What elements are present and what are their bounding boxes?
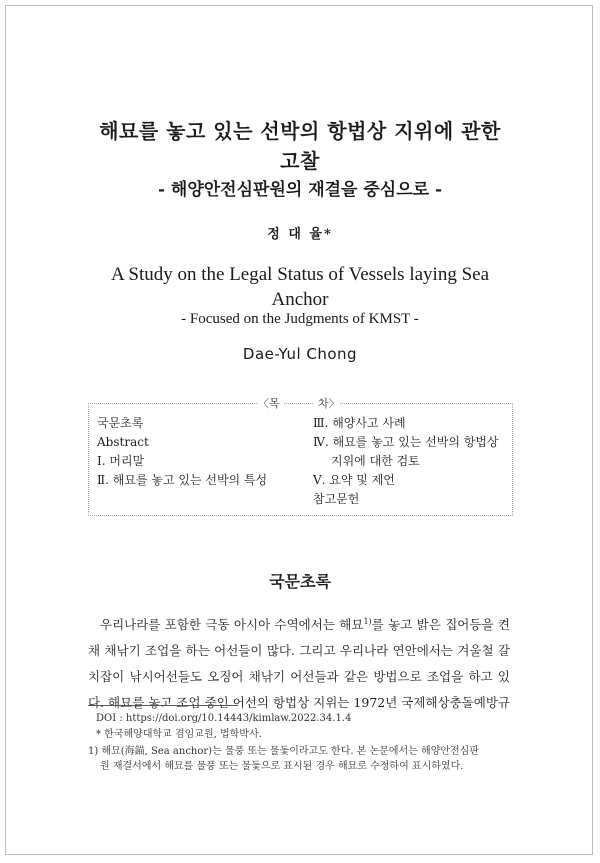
abstract-line: 치잡이 낚시어선들도 오징어 채낚기 어선들과 같은 방법으로 조업을 하고 있: [88, 669, 510, 684]
abstract-line: 우리나라를 포함한 극동 아시아 수역에서는 해묘$^{1)}$를 놓고 밝은 집어등을 켠: [100, 616, 510, 632]
affiliation-footnote: * 한국해양대학교 겸임교원, 법학박사.: [96, 729, 262, 740]
toc-right-column: [313, 414, 499, 509]
korean-title-line2: 고찰: [280, 149, 320, 173]
korean-title-line1: 해묘를 놓고 있는 선박의 항법상 지위에 관한: [99, 119, 501, 143]
english-title-line1: A Study on the Legal Status of Vessels laying Sea: [110, 264, 490, 285]
footnote-1-line1: 1) 해묘(海錨, Sea anchor)는 물풍 또는 물돛이라고도 한다. 본 논문에서는 해양안전심판: [88, 746, 480, 757]
toc-left-column: [97, 414, 267, 490]
toc-item: Ⅱ. 해묘를 놓고 있는 선박의 특성: [97, 473, 268, 487]
toc-item: 국문초록: [97, 416, 144, 430]
korean-subtitle: - 해양안전심판원의 재결을 중심으로 -: [157, 180, 443, 200]
toc-item: Abstract: [97, 435, 149, 449]
english-title: [0, 262, 600, 312]
footnote-1-line2: 원 재결서에서 해묘를 물풍 또는 물돛으로 표시된 경우 해묘로 수정하여 표시하였다.: [100, 761, 464, 772]
abstract-line: 다. 해묘를 놓고 조업 중인 어선의 항법상 지위는 1972년 국제해상충돌예방규: [88, 695, 510, 710]
toc-item: Ⅳ. 해묘를 놓고 있는 선박의 항법상: [313, 435, 499, 449]
toc-item: 참고문헌: [313, 492, 360, 506]
korean-title: [0, 116, 600, 176]
toc-item: Ⅲ. 해양사고 사례: [313, 416, 406, 430]
abstract-heading: 국문초록: [269, 572, 331, 591]
english-title-line2: Anchor: [271, 289, 329, 310]
abstract-body: [88, 612, 510, 716]
footnote-ref: 1): [363, 616, 372, 626]
toc-item: Ⅰ. 머리말: [97, 454, 145, 468]
english-author: Dae-Yul Chong: [242, 345, 358, 363]
korean-author: 정 대 율*: [267, 227, 333, 242]
toc-item: 지위에 대한 검토: [331, 454, 420, 468]
abstract-line: 채 채낚기 조업을 하는 어선들이 많다. 그리고 우리나라 연안에서는 겨울철 갈: [88, 643, 510, 658]
toc-label-left: 〈목: [258, 395, 284, 411]
doi-footnote: DOI : https://doi.org/10.14443/kimlaw.2022.34.1.4: [96, 713, 352, 724]
toc-label-right: 차〉: [314, 395, 340, 411]
toc-item: Ⅴ. 요약 및 제언: [313, 473, 395, 487]
english-subtitle: - Focused on the Judgments of KMST -: [181, 311, 419, 327]
footnote-rule: [88, 705, 238, 706]
